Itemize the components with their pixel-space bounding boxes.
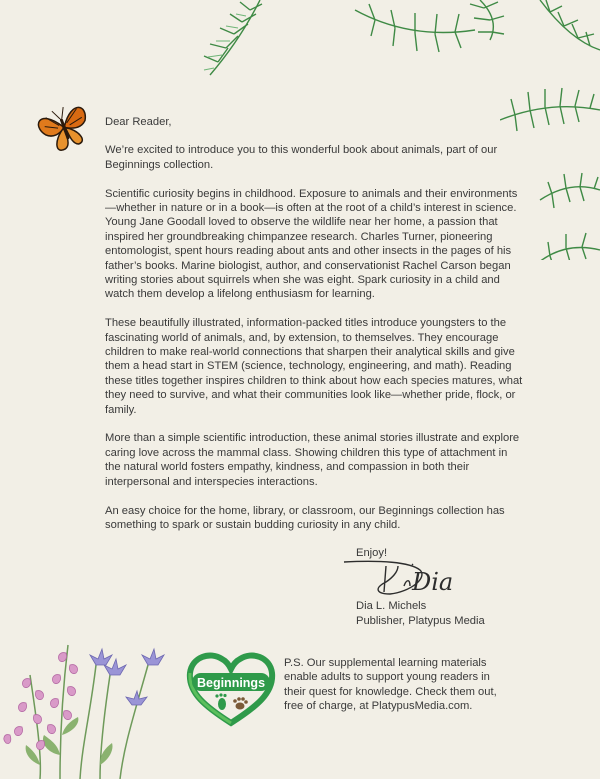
- paragraph-titles: These beautifully illustrated, information-packed titles introduce youngsters to the fascinating world of animals, and, by extension, to themselves. They encourage children to make real-world connections that sharpen their analytical skills and give them a head start in STEM (science, technology, engineering, and math). Reading these titles together inspires children to think about how each species matures, what they need to survive, and what their communities look like—whether pride, flock, or family.: [105, 317, 523, 416]
- signer: [356, 599, 485, 628]
- paragraph-curiosity: Scientific curiosity begins in childhood. Exposure to animals and their environments—whether in nature or in a book—is often at the root of a child’s interest in science. Young Jane Goodall loved to observe the wildlife near her home, a passion that inspired her groundbreaking chimpanzee research. Charles Turner, pioneering entomologist, spent hours reading about ants and other insects in the pages of his father’s books. Marine biologist, author, and conservationist Rachel Carson began writing stories about squirrels when she was eight. Spark curiosity in a child and watch them develop a lifelong enthusiasm for learning.: [105, 187, 518, 301]
- logo-text: Beginnings: [196, 676, 266, 690]
- wildflowers-illustration: [0, 635, 170, 779]
- beginnings-logo: [186, 647, 276, 727]
- postscript: P.S. Our supplemental learning materials enable adults to support young readers in their quest for knowledge. Check them out, free of charge, at PlatypusMedia.com.: [284, 657, 497, 713]
- salutation: Dear Reader,: [105, 116, 172, 128]
- pine-branch-top-left: [200, 0, 300, 80]
- signature-text: Dia: [412, 568, 454, 596]
- letter-body: [105, 115, 525, 547]
- paragraph-caring-love: More than a simple scientific introduction, these animal stories illustrate and explore caring love across the mammal class. Showing children this type of attachment in the natural world fosters empathy, kindness, and compassion in both their interpersonal and interspecies interactions.: [105, 432, 520, 488]
- paragraph-easy-choice: An easy choice for the home, library, or classroom, our Beginnings collection has something to spark or sustain budding curiosity in any child.: [105, 504, 505, 531]
- closing: Enjoy!: [356, 547, 388, 559]
- paragraph-intro: We’re excited to introduce you to this wonderful book about animals, part of our Beginnings collection.: [105, 144, 498, 171]
- signature-dia: [340, 556, 480, 604]
- signer-name: Dia L. Michels: [356, 600, 427, 612]
- monarch-butterfly-icon: [36, 98, 92, 156]
- signer-title: Publisher, Platypus Media: [356, 614, 485, 627]
